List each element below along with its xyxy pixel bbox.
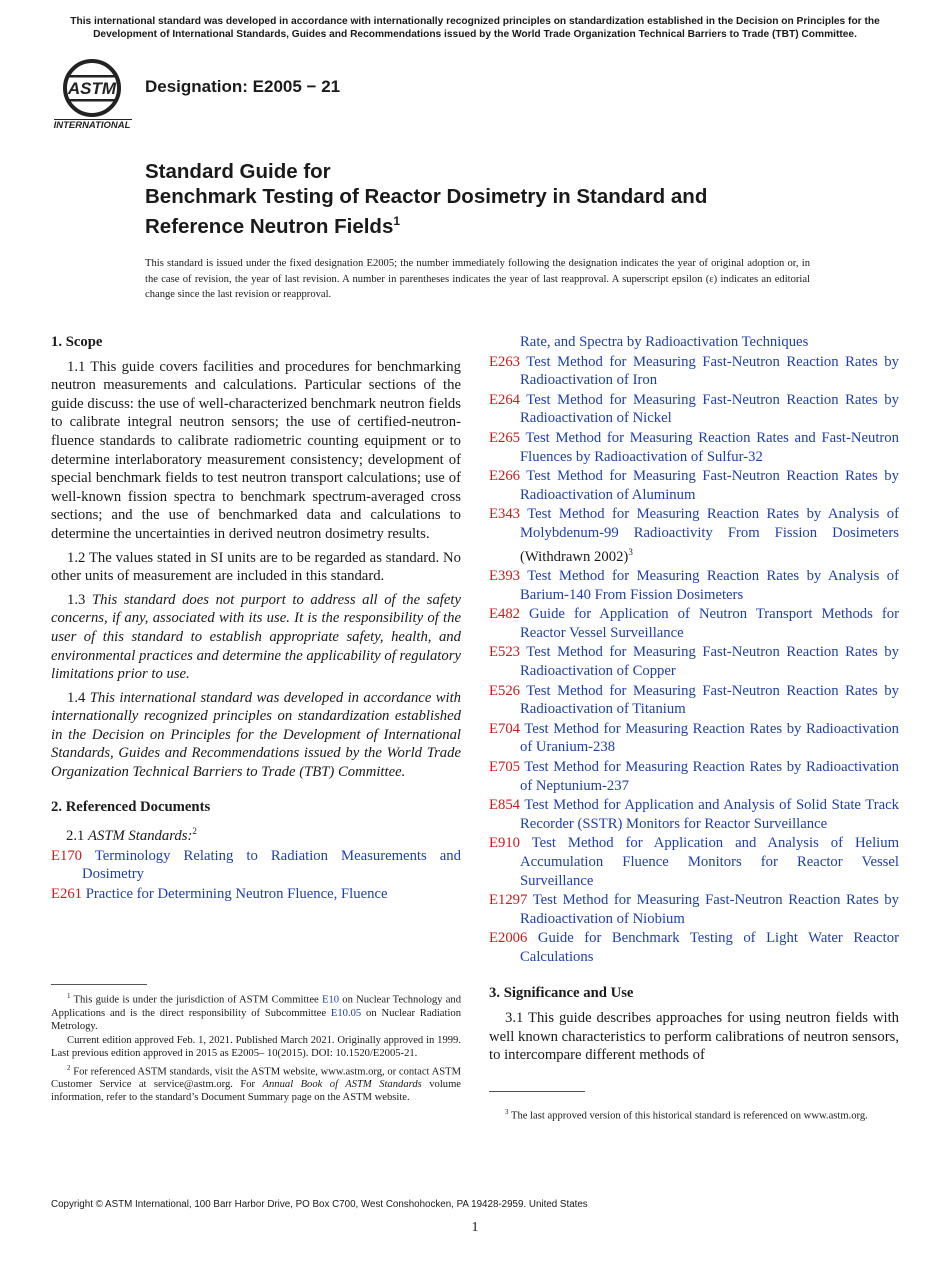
reference-title-link[interactable]: Terminology Relating to Radiation Measurements and Dosimetry <box>82 847 461 883</box>
left-column <box>51 333 461 905</box>
reference-code[interactable]: E910 <box>489 835 521 852</box>
paragraph-3-1: 3.1 This guide describes approaches for using neutron fields with well known characteristics to perform calibrations of neutron sensors, to intercompare different methods of <box>489 1010 899 1064</box>
reference-item <box>489 834 899 890</box>
copyright-line: Copyright © ASTM International, 100 Barr Harbor Drive, PO Box C700, West Conshohocken, PA 19428-2959. United States <box>51 1199 588 1210</box>
reference-list-right <box>489 353 899 967</box>
section-heading-scope: 1. Scope <box>51 334 103 350</box>
reference-item <box>489 353 899 390</box>
reference-title-link[interactable]: Test Method for Measuring Reaction Rates by Analysis of Barium-140 From Fission Dosimeters <box>520 568 899 603</box>
reference-item <box>489 796 899 833</box>
reference-title-link[interactable]: Test Method for Measuring Fast-Neutron Reaction Rates by Radioactivation of Titanium <box>520 682 899 718</box>
reference-title-link[interactable]: Test Method for Measuring Fast-Neutron Reaction Rates by Radioactivation of Copper <box>520 644 899 679</box>
footnote-1-edition: Current edition approved Feb. 1, 2021. Published March 2021. Originally approved in 1999. Last previous edition approved in 2015 as E2005– 10(2015). DOI: 10.1520/E2005-21. <box>51 1035 461 1060</box>
reference-list-left <box>51 847 461 904</box>
footnote-2: $^2$ For referenced ASTM standards, visit the ASTM website, www.astm.org, or contact ASTM Customer Service at service@astm.org. For Annual Book of ASTM Standards volume information, refer to the standard’s Document Summary page on the ASTM website. <box>51 1063 462 1104</box>
reference-item <box>489 720 899 757</box>
reference-code[interactable]: E704 <box>489 720 521 737</box>
withdrawn-note: (Withdrawn 2002) <box>520 548 629 565</box>
paragraph-1-1: 1.1 This guide covers facilities and procedures for benchmarking neutron measurements and calculations. Particular sections of the guide discuss: the use of well-characterized benchmark neutron fields to calibrate integral neutron sensors; the use of certified-neutron-fluence standards to calibrate radiometric counting equipment or to determine interlaboratory measurement consistency; development of special benchmark fields to test neutron transport calculations; use of well-known fission spectra to benchmark spectrum-averaged cross sections; and the use of benchmarked data and calculations to determine the uncertainties in derived neutron dosimetry results. <box>51 358 461 542</box>
issue-note: This standard is issued under the fixed designation E2005; the number immediately following the designation indicates the year of original adoption or, in the case of revision, the year of last revision. A number in parentheses indicates the year of last reapproval. A superscript epsilon (ε) indicates an editorial change since the last revision or reapproval. <box>145 258 810 300</box>
reference-code[interactable]: E526 <box>489 682 521 699</box>
reference-code[interactable]: E265 <box>489 429 521 446</box>
reference-item <box>489 605 899 642</box>
document-title <box>145 160 845 239</box>
title-line-3: Reference Neutron Fields$^1$ <box>145 214 401 238</box>
reference-item <box>489 467 899 504</box>
reference-item <box>489 391 899 428</box>
reference-item <box>489 758 899 795</box>
committee-link[interactable]: E10 <box>321 994 340 1006</box>
reference-code[interactable]: E170 <box>51 847 83 864</box>
paragraph-1-2: 1.2 The values stated in SI units are to be regarded as standard. No other units of measurement are included in this standard. <box>51 549 461 585</box>
reference-item <box>489 429 899 466</box>
reference-title-link[interactable]: Test Method for Measuring Reaction Rates by Radioactivation of Uranium-238 <box>520 720 899 756</box>
reference-code[interactable]: E2006 <box>489 930 528 947</box>
reference-title-link[interactable]: Guide for Application of Neutron Transport Methods for Reactor Vessel Surveillance <box>520 606 900 641</box>
title-line-2: Benchmark Testing of Reactor Dosimetry in Standard and <box>145 184 708 208</box>
footnote-mark: 3 <box>628 546 633 557</box>
reference-code[interactable]: E263 <box>489 353 521 370</box>
title-footnote-mark: 1 <box>393 214 401 228</box>
reference-code[interactable]: E482 <box>489 606 521 623</box>
subcommittee-link[interactable]: E10.05 <box>330 1007 362 1019</box>
reference-title-link[interactable]: Test Method for Application and Analysis of Helium Accumulation Fluence Monitors for Reactor Vessel Surveillance <box>520 835 899 889</box>
reference-code[interactable]: E705 <box>489 758 521 775</box>
reference-item <box>489 505 899 566</box>
paragraph-1-4: 1.4 This international standard was developed in accordance with internationally recognized principles on standardization established in the Decision on Principles for the Development of International Standards, Guides and Recommendations issued by the World Trade Organization Technical Barriers to Trade (TBT) Committee. <box>51 689 461 781</box>
reference-code[interactable]: E393 <box>489 568 521 585</box>
top-notice: This international standard was developed in accordance with internationally recognized principles on standardization established in the Decision on Principles for the Development of International Standards, Guides and Recommendations issued by the World Trade Organization Technical Barriers to Trade (TBT) Committee. <box>70 16 880 40</box>
reference-code[interactable]: E1297 <box>489 892 528 909</box>
section-heading-referenced: 2. Referenced Documents <box>51 798 211 815</box>
reference-code[interactable]: E264 <box>489 391 521 408</box>
reference-title-link[interactable]: Test Method for Measuring Reaction Rates and Fast-Neutron Fluences by Radioactivation of Sulfur-32 <box>520 429 899 465</box>
reference-continuation <box>489 333 899 352</box>
footnote-1: $^1$ This guide is under the jurisdiction of ASTM Committee E10 on Nuclear Technology and Applications and is the direct responsibility of Subcommittee E10.05 on Nuclear Radiation Metrology. <box>51 992 461 1032</box>
reference-code[interactable]: E343 <box>489 506 521 523</box>
astm-logo <box>52 56 136 132</box>
right-column <box>489 333 899 1070</box>
reference-title-link[interactable]: Test Method for Measuring Fast-Neutron Reaction Rates by Radioactivation of Nickel <box>520 391 899 427</box>
reference-title-link[interactable]: Test Method for Measuring Fast-Neutron Reaction Rates by Radioactivation of Iron <box>520 353 899 389</box>
designation: Designation: E2005 − 21 <box>145 77 341 96</box>
reference-title-link[interactable]: Test Method for Measuring Fast-Neutron Reaction Rates by Radioactivation of Aluminum <box>520 468 899 503</box>
reference-item <box>489 929 899 966</box>
paragraph-1-3: 1.3 This standard does not purport to address all of the safety concerns, if any, associated with its use. It is the responsibility of the user of this standard to establish appropriate safety, health, and environmental practices and determine the applicability of regulatory limitations prior to use. <box>51 591 461 683</box>
reference-title-link[interactable]: Practice for Determining Neutron Fluence, Fluence <box>85 885 388 902</box>
astm-standards-label: 2.1 ASTM Standards:$^2$ <box>66 826 197 845</box>
footnotes-left <box>51 990 461 1106</box>
reference-item <box>51 885 461 904</box>
page-number: 1 <box>471 1220 479 1235</box>
reference-title-link[interactable]: Test Method for Measuring Reaction Rates by Analysis of Molybdenum-99 Radioactivity From Fission Dosimeters <box>520 506 899 541</box>
reference-code[interactable]: E261 <box>51 885 83 902</box>
reference-item <box>489 567 899 604</box>
section-heading-significance: 3. Significance and Use <box>489 985 634 1002</box>
reference-item <box>489 643 899 680</box>
footnotes-right <box>489 1106 899 1124</box>
logo-sub: INTERNATIONAL <box>53 120 131 131</box>
reference-code[interactable]: E523 <box>489 644 521 661</box>
reference-link-continued[interactable]: Rate, and Spectra by Radioactivation Techniques <box>520 334 809 350</box>
reference-item <box>51 847 461 884</box>
reference-code[interactable]: E854 <box>489 797 521 814</box>
title-line-1: Standard Guide for <box>145 160 331 183</box>
reference-title-link[interactable]: Guide for Benchmark Testing of Light Water Reactor Calculations <box>520 930 899 965</box>
reference-title-link[interactable]: Test Method for Measuring Fast-Neutron Reaction Rates by Radioactivation of Niobium <box>520 892 899 927</box>
footnote-rule-left <box>51 984 147 985</box>
footnote-rule-right <box>489 1091 585 1092</box>
reference-code[interactable]: E266 <box>489 468 521 485</box>
reference-title-link[interactable]: Test Method for Measuring Reaction Rates by Radioactivation of Neptunium-237 <box>520 758 899 794</box>
footnote-3: $^3$ The last approved version of this historical standard is referenced on www.astm.org. <box>505 1108 868 1122</box>
logo-text: ASTM <box>67 79 117 98</box>
reference-title-link[interactable]: Test Method for Application and Analysis of Solid State Track Recorder (SSTR) Monitors for Reactor Surveillance <box>520 797 899 832</box>
reference-item <box>489 891 899 928</box>
reference-item <box>489 682 899 719</box>
